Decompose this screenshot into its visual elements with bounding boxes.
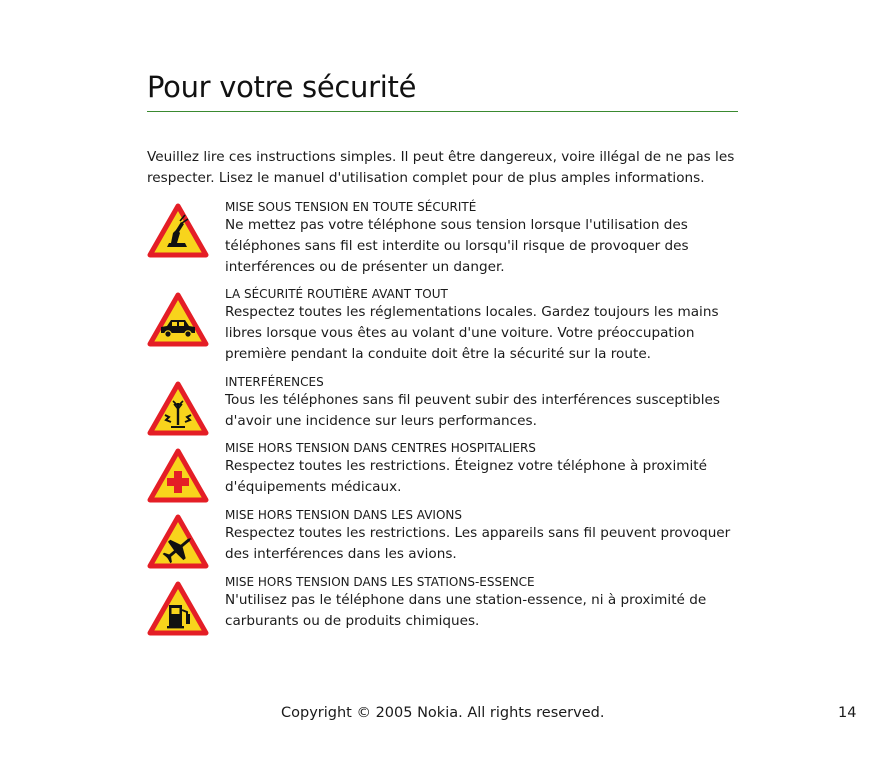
footer-copyright: Copyright © 2005 Nokia. All rights reserved. (281, 705, 605, 721)
intro-paragraph: Veuillez lire ces instructions simples. Il peut être dangereux, voire illégal de ne pas les respecter. Lisez le manuel d'utilisation complet pour de plus amples informations. (147, 149, 735, 186)
section-heading: MISE HORS TENSION DANS LES AVIONS (225, 508, 462, 522)
section-body: Respectez toutes les restrictions. Éteignez votre téléphone à proximité d'équipements médicaux. (225, 458, 707, 495)
section-body: Ne mettez pas votre téléphone sous tension lorsque l'utilisation des téléphones sans fil est interdite ou lorsqu'il risque de provoquer des interférences ou de présenter un danger. (225, 217, 689, 275)
airplane-icon (147, 514, 209, 570)
section-body: Respectez toutes les réglementations locales. Gardez toujours les mains libres lorsque vous êtes au volant d'une voiture. Votre préoccupation première pendant la conduite doit être la sécurité sur la route. (225, 304, 719, 362)
page-number: 14 (838, 705, 857, 721)
title-divider (147, 111, 738, 112)
section-body: Respectez toutes les restrictions. Les appareils sans fil peuvent provoquer des interférences dans les avions. (225, 525, 731, 562)
section-body: Tous les téléphones sans fil peuvent subir des interférences susceptibles d'avoir une incidence sur leurs performances. (225, 392, 720, 429)
section-heading: INTERFÉRENCES (225, 375, 324, 389)
section-heading: MISE HORS TENSION DANS LES STATIONS-ESSENCE (225, 575, 535, 589)
section-body: N'utilisez pas le téléphone dans une station-essence, ni à proximité de carburants ou de produits chimiques. (225, 592, 707, 629)
page-title: Pour votre sécurité (147, 70, 417, 104)
hand-phone-icon (147, 203, 209, 259)
section-heading: MISE HORS TENSION DANS CENTRES HOSPITALIERS (225, 441, 536, 455)
medical-cross-icon (147, 448, 209, 504)
antenna-interference-icon (147, 381, 209, 437)
section-heading: LA SÉCURITÉ ROUTIÈRE AVANT TOUT (225, 287, 448, 301)
section-heading: MISE SOUS TENSION EN TOUTE SÉCURITÉ (225, 200, 477, 214)
car-icon (147, 292, 209, 348)
fuel-pump-icon (147, 581, 209, 637)
